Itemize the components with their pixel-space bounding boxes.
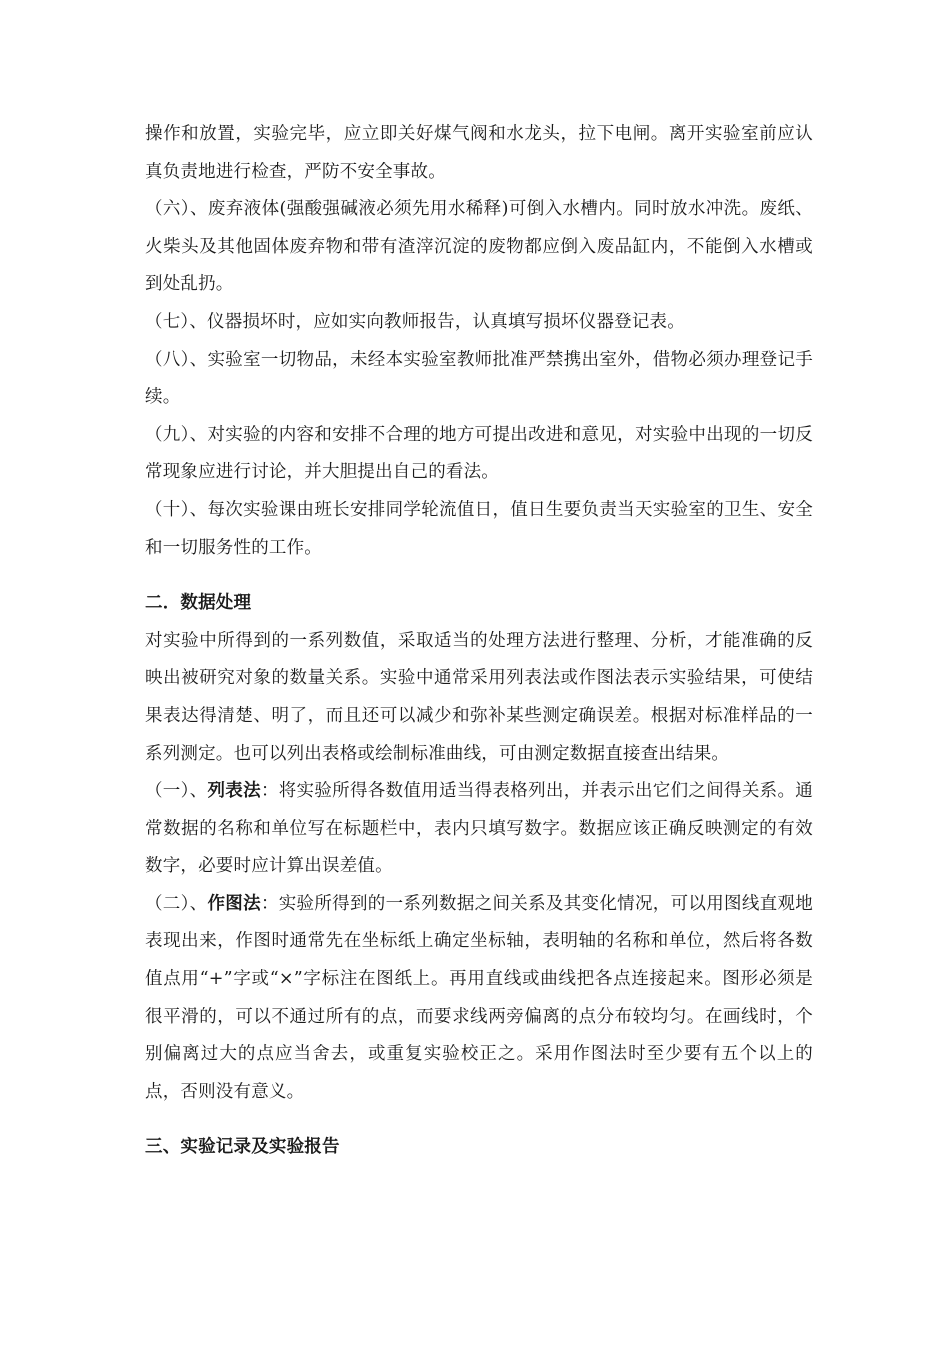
paragraph-rule-7-broken-instruments: （七）、仪器损坏时，应如实向教师报告，认真填写损坏仪器登记表。 [145, 311, 685, 332]
page-content [145, 116, 813, 1167]
paragraph-rule-10-duty: （十）、每次实验课由班长安排同学轮流值日，值日生要负责当天实验室的卫生、安全和一切服务性的工作。 [145, 499, 813, 558]
section-heading-records-reports: 三、实验记录及实验报告 [145, 1137, 340, 1158]
term-table-method: 列表法 [207, 781, 261, 802]
paragraph-data-processing-intro: 对实验中所得到的一系列数值，采取适当的处理方法进行整理、分析，才能准确的反映出被研究对象的数量关系。实验中通常采用列表法或作图法表示实验结果，可使结果表达得清楚、明了，而且还可以减少和弥补某些测定确误差。根据对标准样品的一系列测定。也可以列出表格或绘制标准曲线，可由测定数据直接查出结果。 [145, 630, 813, 764]
paragraph-graph-method [145, 886, 813, 1112]
term-graph-method: 作图法 [207, 893, 261, 914]
paragraph-rule-8-lab-items: （八）、实验室一切物品，未经本实验室教师批准严禁携出室外，借物必须办理登记手续。 [145, 349, 813, 408]
item-prefix: （一）、 [145, 781, 208, 802]
section-heading-data-processing: 二．数据处理 [145, 593, 252, 614]
item-body: ：实验所得到的一系列数据之间关系及其变化情况，可以用图线直观地表现出来，作图时通常先在坐标纸上确定坐标轴，表明轴的名称和单位，然后将各数值点用“+”字或“×”字标注在图纸上。再用直线或曲线把各点连接起来。图形必须是很平滑的，可以不通过所有的点，而要求线两旁偏离的点分布较均匀。在画线时，个别偏离过大的点应当舍去，或重复实验校正之。采用作图法时至少要有五个以上的点，否则没有意义。 [145, 893, 813, 1102]
item-prefix: （二）、 [145, 893, 208, 914]
paragraph-rule-6-waste-liquid: （六）、废弃液体(强酸强碱液必须先用水稀释)可倒入水槽内。同时放水冲洗。废纸、火柴头及其他固体废弃物和带有渣滓沉淀的废物都应倒入废品缸内，不能倒入水槽或到处乱扔。 [145, 199, 813, 295]
paragraph-table-method [145, 773, 813, 886]
paragraph-safety-continuation: 操作和放置，实验完毕，应立即关好煤气阀和水龙头，拉下电闸。离开实验室前应认真负责地进行检查，严防不安全事故。 [145, 124, 813, 182]
item-body: ：将实验所得各数值用适当得表格列出，并表示出它们之间得关系。通常数据的名称和单位写在标题栏中，表内只填写数字。数据应该正确反映测定的有效数字，必要时应计算出误差值。 [145, 781, 813, 877]
paragraph-rule-9-suggestions: （九）、对实验的内容和安排不合理的地方可提出改进和意见，对实验中出现的一切反常现象应进行讨论，并大胆提出自己的看法。 [145, 424, 813, 483]
